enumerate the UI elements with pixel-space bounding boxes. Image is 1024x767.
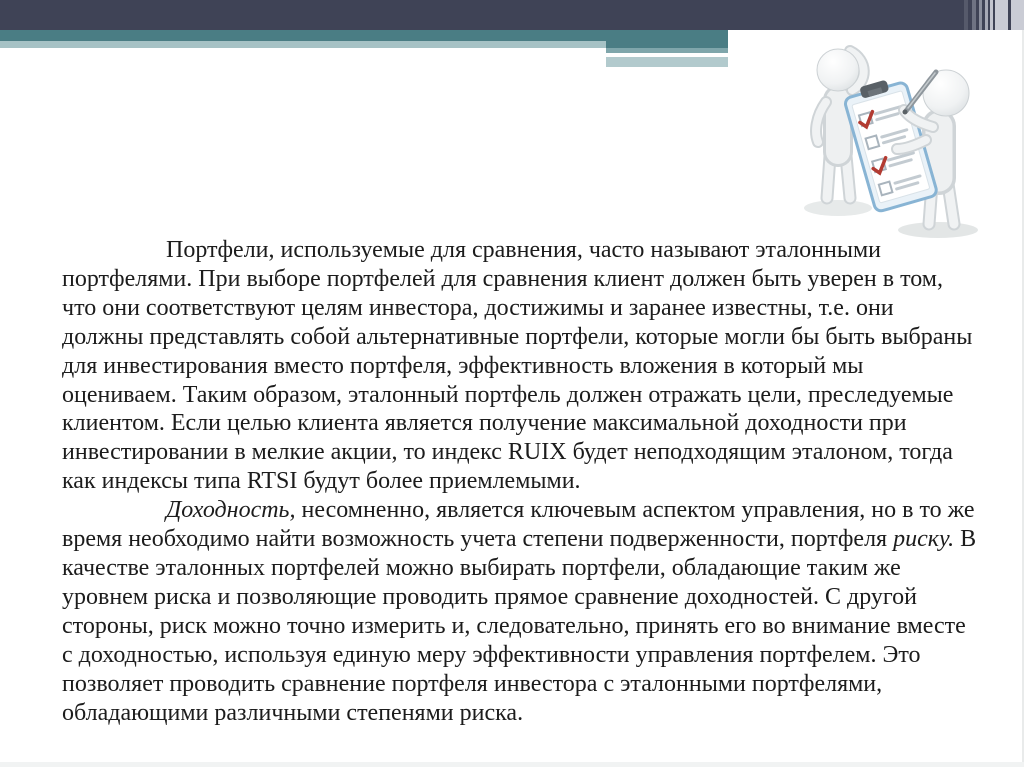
header-teal-step xyxy=(606,30,728,48)
header-dark-bar xyxy=(0,0,1024,30)
right-figure-icon xyxy=(923,70,969,224)
text-segment: В качестве эталонных портфелей можно выбирать портфели, обладающие таким же уровнем риска и позволяющие проводить прямое сравнение доходностей. С другой стороны, риск можно точно измерить и, следовательно, принять его во внимание вместе с доходностью, используя единую меру эффективности управления портфелем. Это позволяет проводить сравнение портфеля инвестора с эталонными портфелями, обладающими различными степенями риска. xyxy=(62,526,977,726)
header-teal-step-light xyxy=(606,48,728,53)
two-figures-checklist-icon xyxy=(786,36,996,241)
left-figure-shadow xyxy=(804,200,872,216)
paragraph xyxy=(62,496,980,727)
slide-bottom-edge xyxy=(0,762,1024,767)
text-segment: несомненно, является ключевым аспектом управления, но в то же время необходимо найти возможность учета степени подверженности, портфеля xyxy=(62,497,975,553)
header-light-teal-bar xyxy=(0,41,606,48)
text-segment: Портфели, используемые для сравнения, часто называют эталонными портфелями. При выборе портфелей для сравнения клиент должен быть уверен в том, что они соответствуют целям инвестора, достижимы и заранее известны, т.е. они должны представлять собой альтернативные портфели, которые могли бы быть выбраны для инвестирования вместо портфеля, эффективность вложения в который мы оцениваем. Таким образом, эталонный портфель должен отражать цели, преследуемые клиентом. Если целью клиента является получение максимальной доходности при инвестировании в мелкие акции, то индекс RUIX будет неподходящим эталоном, тогда как индексы типа RTSI будут более приемлемыми. xyxy=(62,237,973,495)
paragraph xyxy=(62,236,980,496)
italic-text-segment: Доходность, xyxy=(166,497,296,524)
header-pale-teal-bar xyxy=(606,57,728,67)
body-text xyxy=(62,236,980,727)
header-stripe-pattern xyxy=(960,0,1024,30)
italic-text-segment: риску. xyxy=(893,526,955,553)
figures-clipart xyxy=(786,36,996,241)
